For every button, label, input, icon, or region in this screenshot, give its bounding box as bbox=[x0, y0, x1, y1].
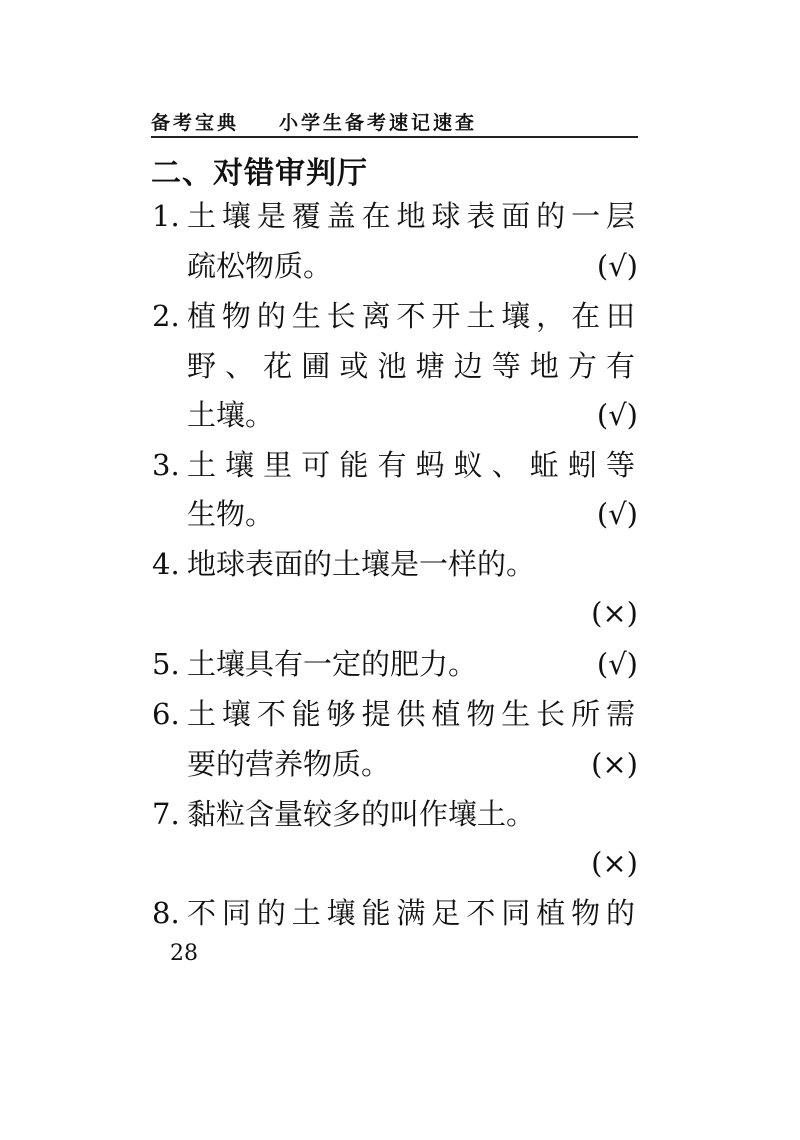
item-number: 8. bbox=[152, 896, 180, 930]
running-header bbox=[151, 106, 638, 138]
item-number: 1. bbox=[152, 199, 180, 233]
item-text-line: 不同的土壤能满足不同植物的 bbox=[187, 896, 635, 930]
item-number: 7. bbox=[152, 797, 180, 831]
item-number: 6. bbox=[152, 697, 180, 731]
item-text-line: 要的营养物质。 bbox=[187, 747, 391, 781]
item-text-line: 土壤具有一定的肥力。 bbox=[187, 647, 478, 681]
answer-mark: (√) bbox=[596, 647, 638, 681]
item-number: 2. bbox=[152, 299, 180, 333]
answer-mark: (√) bbox=[596, 398, 638, 432]
item-text-line: 野、花圃或池塘边等地方有 bbox=[187, 349, 635, 383]
item-number: 5. bbox=[152, 647, 180, 681]
answer-mark: (×) bbox=[591, 846, 638, 880]
section-title: 二、对错审判厅 bbox=[151, 156, 368, 191]
item-number: 3. bbox=[152, 448, 180, 482]
item-text-line: 黏粒含量较多的叫作壤土。 bbox=[187, 797, 536, 831]
header-book-title: 备考宝典 bbox=[151, 112, 240, 134]
item-text-line: 地球表面的土壤是一样的。 bbox=[187, 547, 536, 581]
item-text-line: 疏松物质。 bbox=[187, 249, 333, 283]
answer-mark: (×) bbox=[591, 747, 638, 781]
item-text-line: 土壤是覆盖在地球表面的一层 bbox=[187, 199, 635, 233]
header-series-title: 小学生备考速记速查 bbox=[279, 112, 478, 134]
item-number: 4. bbox=[152, 547, 180, 581]
item-text-line: 土壤不能够提供植物生长所需 bbox=[187, 697, 635, 731]
item-text-line: 土壤。 bbox=[187, 398, 275, 432]
answer-mark: (×) bbox=[591, 596, 638, 630]
answer-mark: (√) bbox=[596, 249, 638, 283]
item-text-line: 生物。 bbox=[187, 497, 275, 531]
item-text-line: 土壤里可能有蚂蚁、蚯蚓等 bbox=[187, 448, 635, 482]
page-number: 28 bbox=[170, 941, 198, 966]
answer-mark: (√) bbox=[596, 497, 638, 531]
item-text-line: 植物的生长离不开土壤，在田 bbox=[187, 299, 635, 333]
